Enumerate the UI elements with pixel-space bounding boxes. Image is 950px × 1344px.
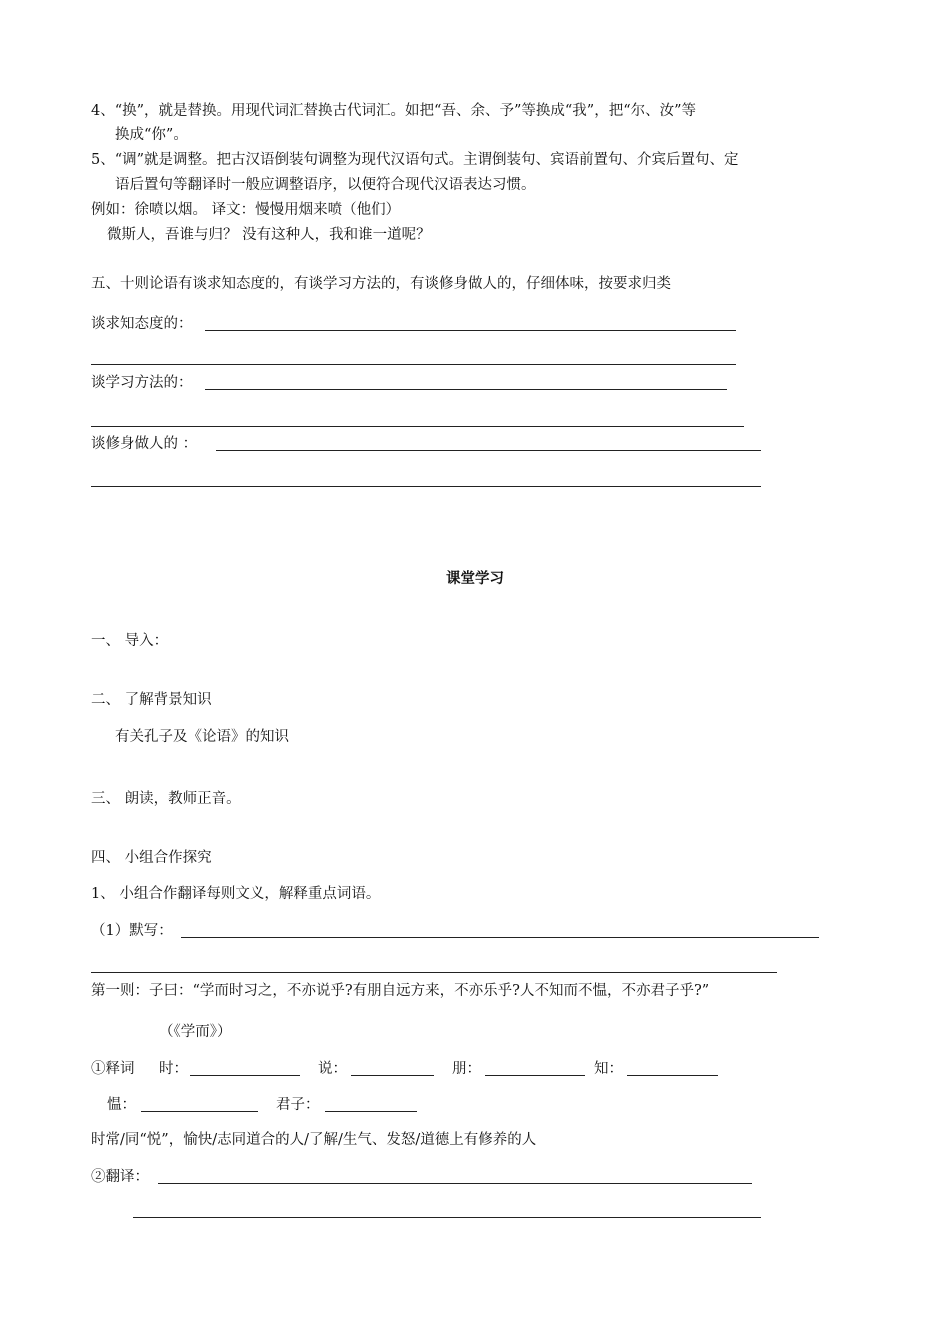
answer-line-method-1[interactable] xyxy=(205,389,727,390)
answer-line-attitude-1[interactable] xyxy=(205,330,736,331)
translate-label: ②翻译： xyxy=(91,1169,149,1185)
gloss-shi-label: 时： xyxy=(159,1061,188,1077)
example-line-2: 微斯人，吾谁与归？ 没有这种人，我和谁一道呢？ xyxy=(107,227,431,243)
answer-line-conduct-2[interactable] xyxy=(91,486,761,487)
gloss-zhi-label: 知： xyxy=(594,1061,623,1077)
gloss-zhi-blank[interactable] xyxy=(627,1075,718,1076)
gloss-yue-label: 说： xyxy=(318,1061,347,1077)
answer-line-conduct-1[interactable] xyxy=(216,450,761,451)
gloss-junzi-blank[interactable] xyxy=(325,1111,417,1112)
answer-line-method-2[interactable] xyxy=(91,426,744,427)
step-4-item-1: 1、 小组合作翻译每则文义，解释重点词语。 xyxy=(91,886,381,902)
gloss-yue-blank[interactable] xyxy=(351,1075,434,1076)
section-5-heading: 五、十则论语有谈求知态度的，有谈学习方法的，有谈修身做人的，仔细体味，按要求归类 xyxy=(91,276,671,292)
step-2-subitem: 有关孔子及《论语》的知识 xyxy=(115,729,289,745)
dictation-line-1[interactable] xyxy=(181,937,819,938)
step-3-reading: 三、 朗读，教师正音。 xyxy=(91,791,241,807)
label-attitude: 谈求知态度的： xyxy=(91,316,193,332)
step-4-group-work: 四、 小组合作探究 xyxy=(91,850,212,866)
method-item-4-line-2: 换成“你”。 xyxy=(115,127,188,143)
classroom-title: 课堂学习 xyxy=(446,570,504,587)
dictation-line-2[interactable] xyxy=(91,972,777,973)
gloss-shi-blank[interactable] xyxy=(190,1075,300,1076)
method-item-4-line-1: 4、“换”，就是替换。用现代词汇替换古代词汇。如把“吾、余、予”等换成“我”，把“尔、汝”等 xyxy=(91,103,697,119)
passage-1: 第一则：子曰：“学而时习之，不亦说乎?有朋自远方来，不亦乐乎?人不知而不愠，不亦君子乎?” xyxy=(91,983,710,999)
translate-line-1[interactable] xyxy=(158,1183,752,1184)
label-conduct: 谈修身做人的 ： xyxy=(91,436,198,452)
answer-line-attitude-2[interactable] xyxy=(91,364,736,365)
gloss-answers: 时常/同“悦”，愉快/志同道合的人/了解/生气、发怒/道德上有修养的人 xyxy=(91,1132,537,1148)
method-item-5-line-1: 5、“调”就是调整。把古汉语倒装句调整为现代汉语句式。主谓倒装句、宾语前置句、介宾后置句、定 xyxy=(91,152,739,168)
label-method: 谈学习方法的： xyxy=(91,375,193,391)
gloss-peng-blank[interactable] xyxy=(485,1075,585,1076)
gloss-yun-blank[interactable] xyxy=(141,1111,258,1112)
dictation-label: （1）默写： xyxy=(91,923,173,939)
method-item-5-line-2: 语后置句等翻译时一般应调整语序，以便符合现代汉语表达习惯。 xyxy=(115,177,536,193)
gloss-label: ①释词 xyxy=(91,1061,135,1077)
example-line-1: 例如：徐喷以烟。 译文：慢慢用烟来喷（他们） xyxy=(91,202,401,218)
step-1-intro: 一、 导入： xyxy=(91,633,169,649)
gloss-yun-label: 愠： xyxy=(107,1097,136,1113)
gloss-junzi-label: 君子： xyxy=(276,1097,320,1113)
gloss-peng-label: 朋： xyxy=(452,1061,481,1077)
passage-1-source: （《学而》） xyxy=(159,1024,232,1040)
translate-line-2[interactable] xyxy=(133,1217,761,1218)
step-2-background: 二、 了解背景知识 xyxy=(91,692,212,708)
